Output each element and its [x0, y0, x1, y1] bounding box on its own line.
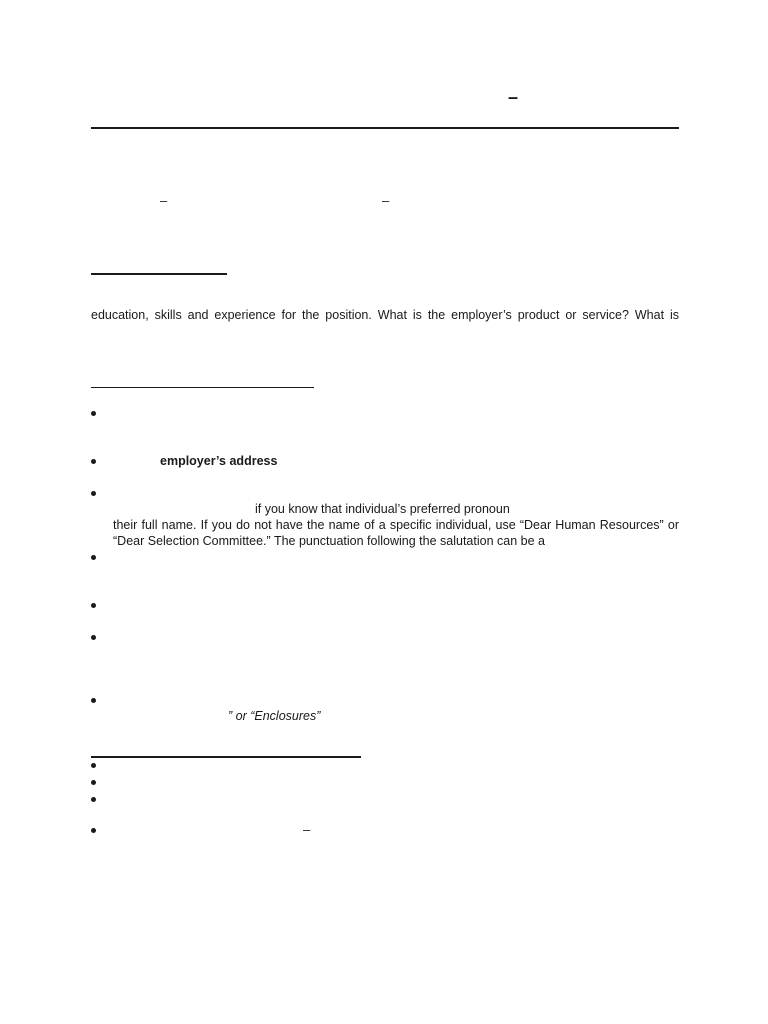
- intro-paragraph-line: education, skills and experience for the position. What is the employer’s product or service? What is: [91, 308, 679, 322]
- subtitle-dash-right: –: [382, 193, 390, 208]
- tips-bullet-2: [91, 780, 96, 785]
- format-bullet-6: [91, 635, 96, 640]
- format-bullet-5: [91, 603, 96, 608]
- format-bullet-4: [91, 555, 96, 560]
- format-bullet-7: [91, 698, 96, 703]
- tips-bullet-3: [91, 797, 96, 802]
- salutation-line-3: “Dear Selection Committee.” The punctuation following the salutation can be a: [113, 534, 545, 548]
- tips-item-4-dash: –: [303, 822, 311, 837]
- format-bullet-3: [91, 491, 96, 496]
- subtitle-dash-left: –: [160, 193, 168, 208]
- salutation-line-1: if you know that individual’s preferred pronoun: [255, 502, 510, 516]
- title-dash: –: [508, 87, 519, 107]
- tips-bullet-4: [91, 828, 96, 833]
- salutation-line-2: their full name. If you do not have the name of a specific individual, use “Dear Human Resources” or: [113, 518, 679, 532]
- title-rule: [91, 127, 679, 129]
- format-bullet-2: [91, 459, 96, 464]
- tips-bullet-1: [91, 763, 96, 768]
- enclosures-text: ” or “Enclosures”: [228, 709, 321, 723]
- employer-address-text: employer’s address: [160, 454, 278, 468]
- format-bullet-1: [91, 411, 96, 416]
- section-3-heading-rule: [91, 756, 361, 758]
- section-2-heading-rule: [91, 387, 314, 388]
- section-1-heading-rule: [91, 273, 227, 275]
